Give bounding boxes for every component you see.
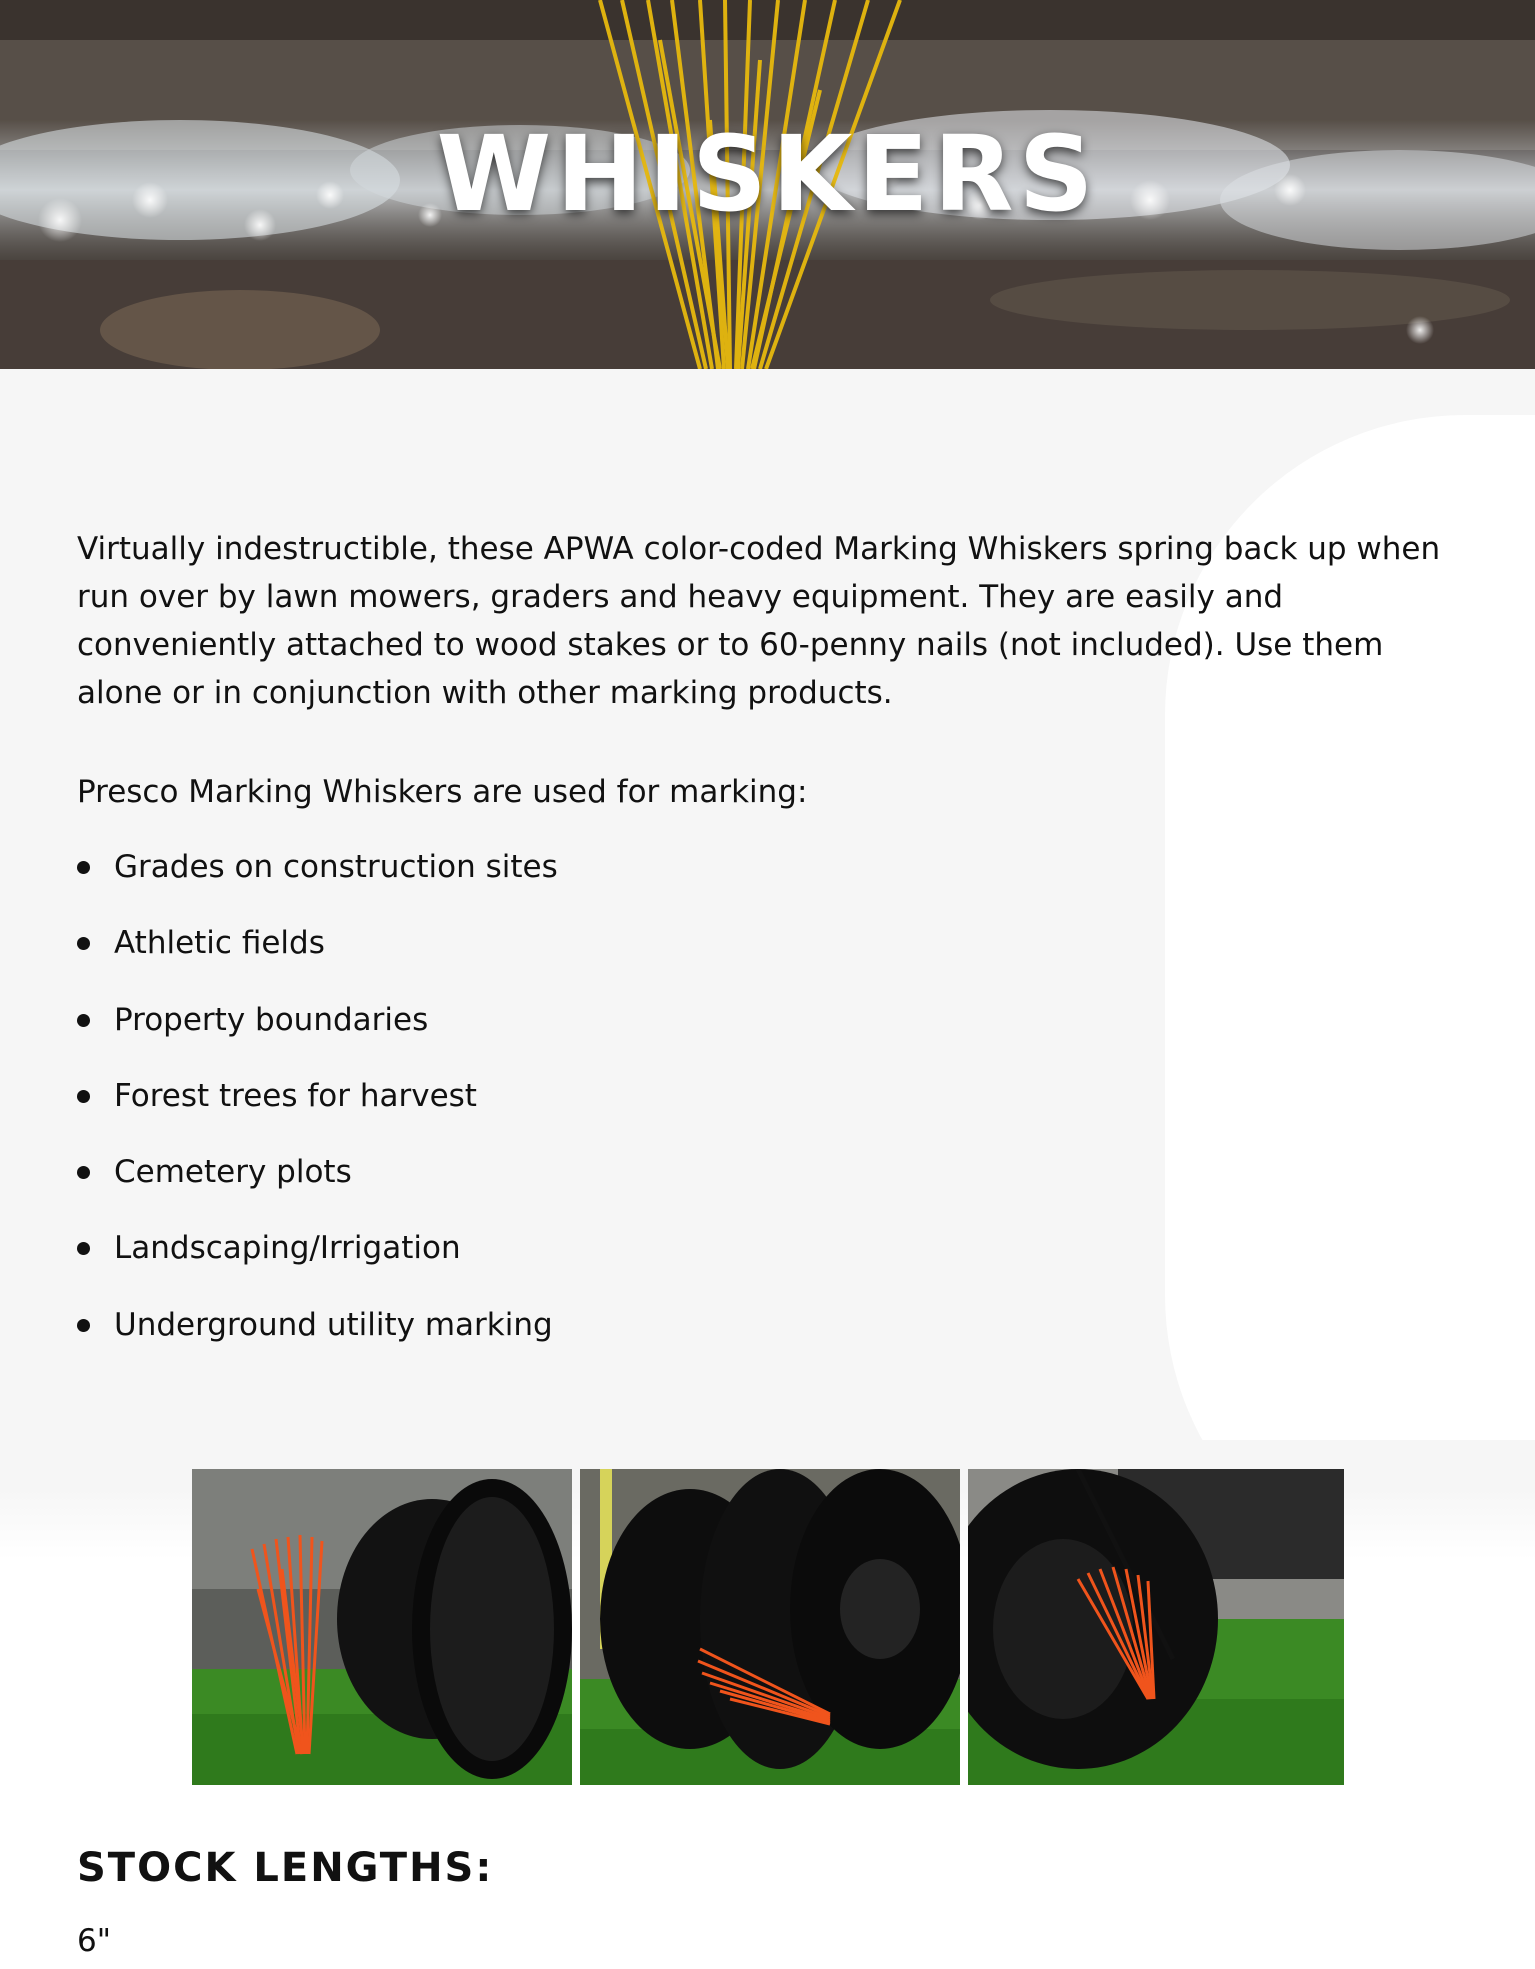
bullet-dot-icon: [77, 937, 90, 950]
bullet-dot-icon: [77, 1242, 90, 1255]
list-item: [77, 843, 1467, 891]
list-item-label: Property boundaries: [114, 1001, 429, 1038]
list-item-label: Grades on construction sites: [114, 849, 558, 885]
list-item: [77, 919, 1467, 967]
list-item: [77, 1148, 1467, 1196]
gallery-photo-1: [192, 1469, 572, 1785]
bullet-dot-icon: [77, 1090, 90, 1103]
bullet-dot-icon: [77, 1166, 90, 1179]
page-title: WHISKERS: [436, 112, 1099, 235]
list-item: [77, 1072, 1467, 1120]
stock-lengths-heading: STOCK LENGTHS:: [77, 1845, 494, 1891]
bullet-dot-icon: [77, 1319, 90, 1332]
hero-banner: [0, 0, 1535, 369]
list-item: [77, 1301, 1467, 1349]
bullet-dot-icon: [77, 1014, 90, 1027]
product-description: [77, 525, 1467, 1377]
gallery-photo-3: [968, 1469, 1344, 1785]
product-photo-gallery: [192, 1469, 1344, 1785]
list-item-label: Cemetery plots: [114, 1154, 352, 1191]
bullet-dot-icon: [77, 861, 90, 874]
uses-lead-text: Presco Marking Whiskers are used for marking:: [77, 774, 808, 810]
intro-paragraph: Virtually indestructible, these APWA color-coded Marking Whiskers spring back up when run over by lawn mowers, graders and heavy equipment. They are easily and conveniently attached to wood stakes or to 60-penny nails (not included). Use them alone or in conjunction with other marking products.: [77, 531, 1441, 711]
list-item-label: Forest trees for harvest: [114, 1077, 477, 1114]
list-item-label: Athletic fields: [114, 925, 325, 962]
list-item-label: Underground utility marking: [114, 1306, 553, 1343]
list-item-label: Landscaping/Irrigation: [114, 1230, 461, 1267]
list-item: [77, 1224, 1467, 1272]
gallery-photo-2: [580, 1469, 960, 1785]
list-item: [77, 996, 1467, 1044]
uses-list: [77, 843, 1467, 1349]
stock-length-value: 6": [77, 1923, 111, 1959]
